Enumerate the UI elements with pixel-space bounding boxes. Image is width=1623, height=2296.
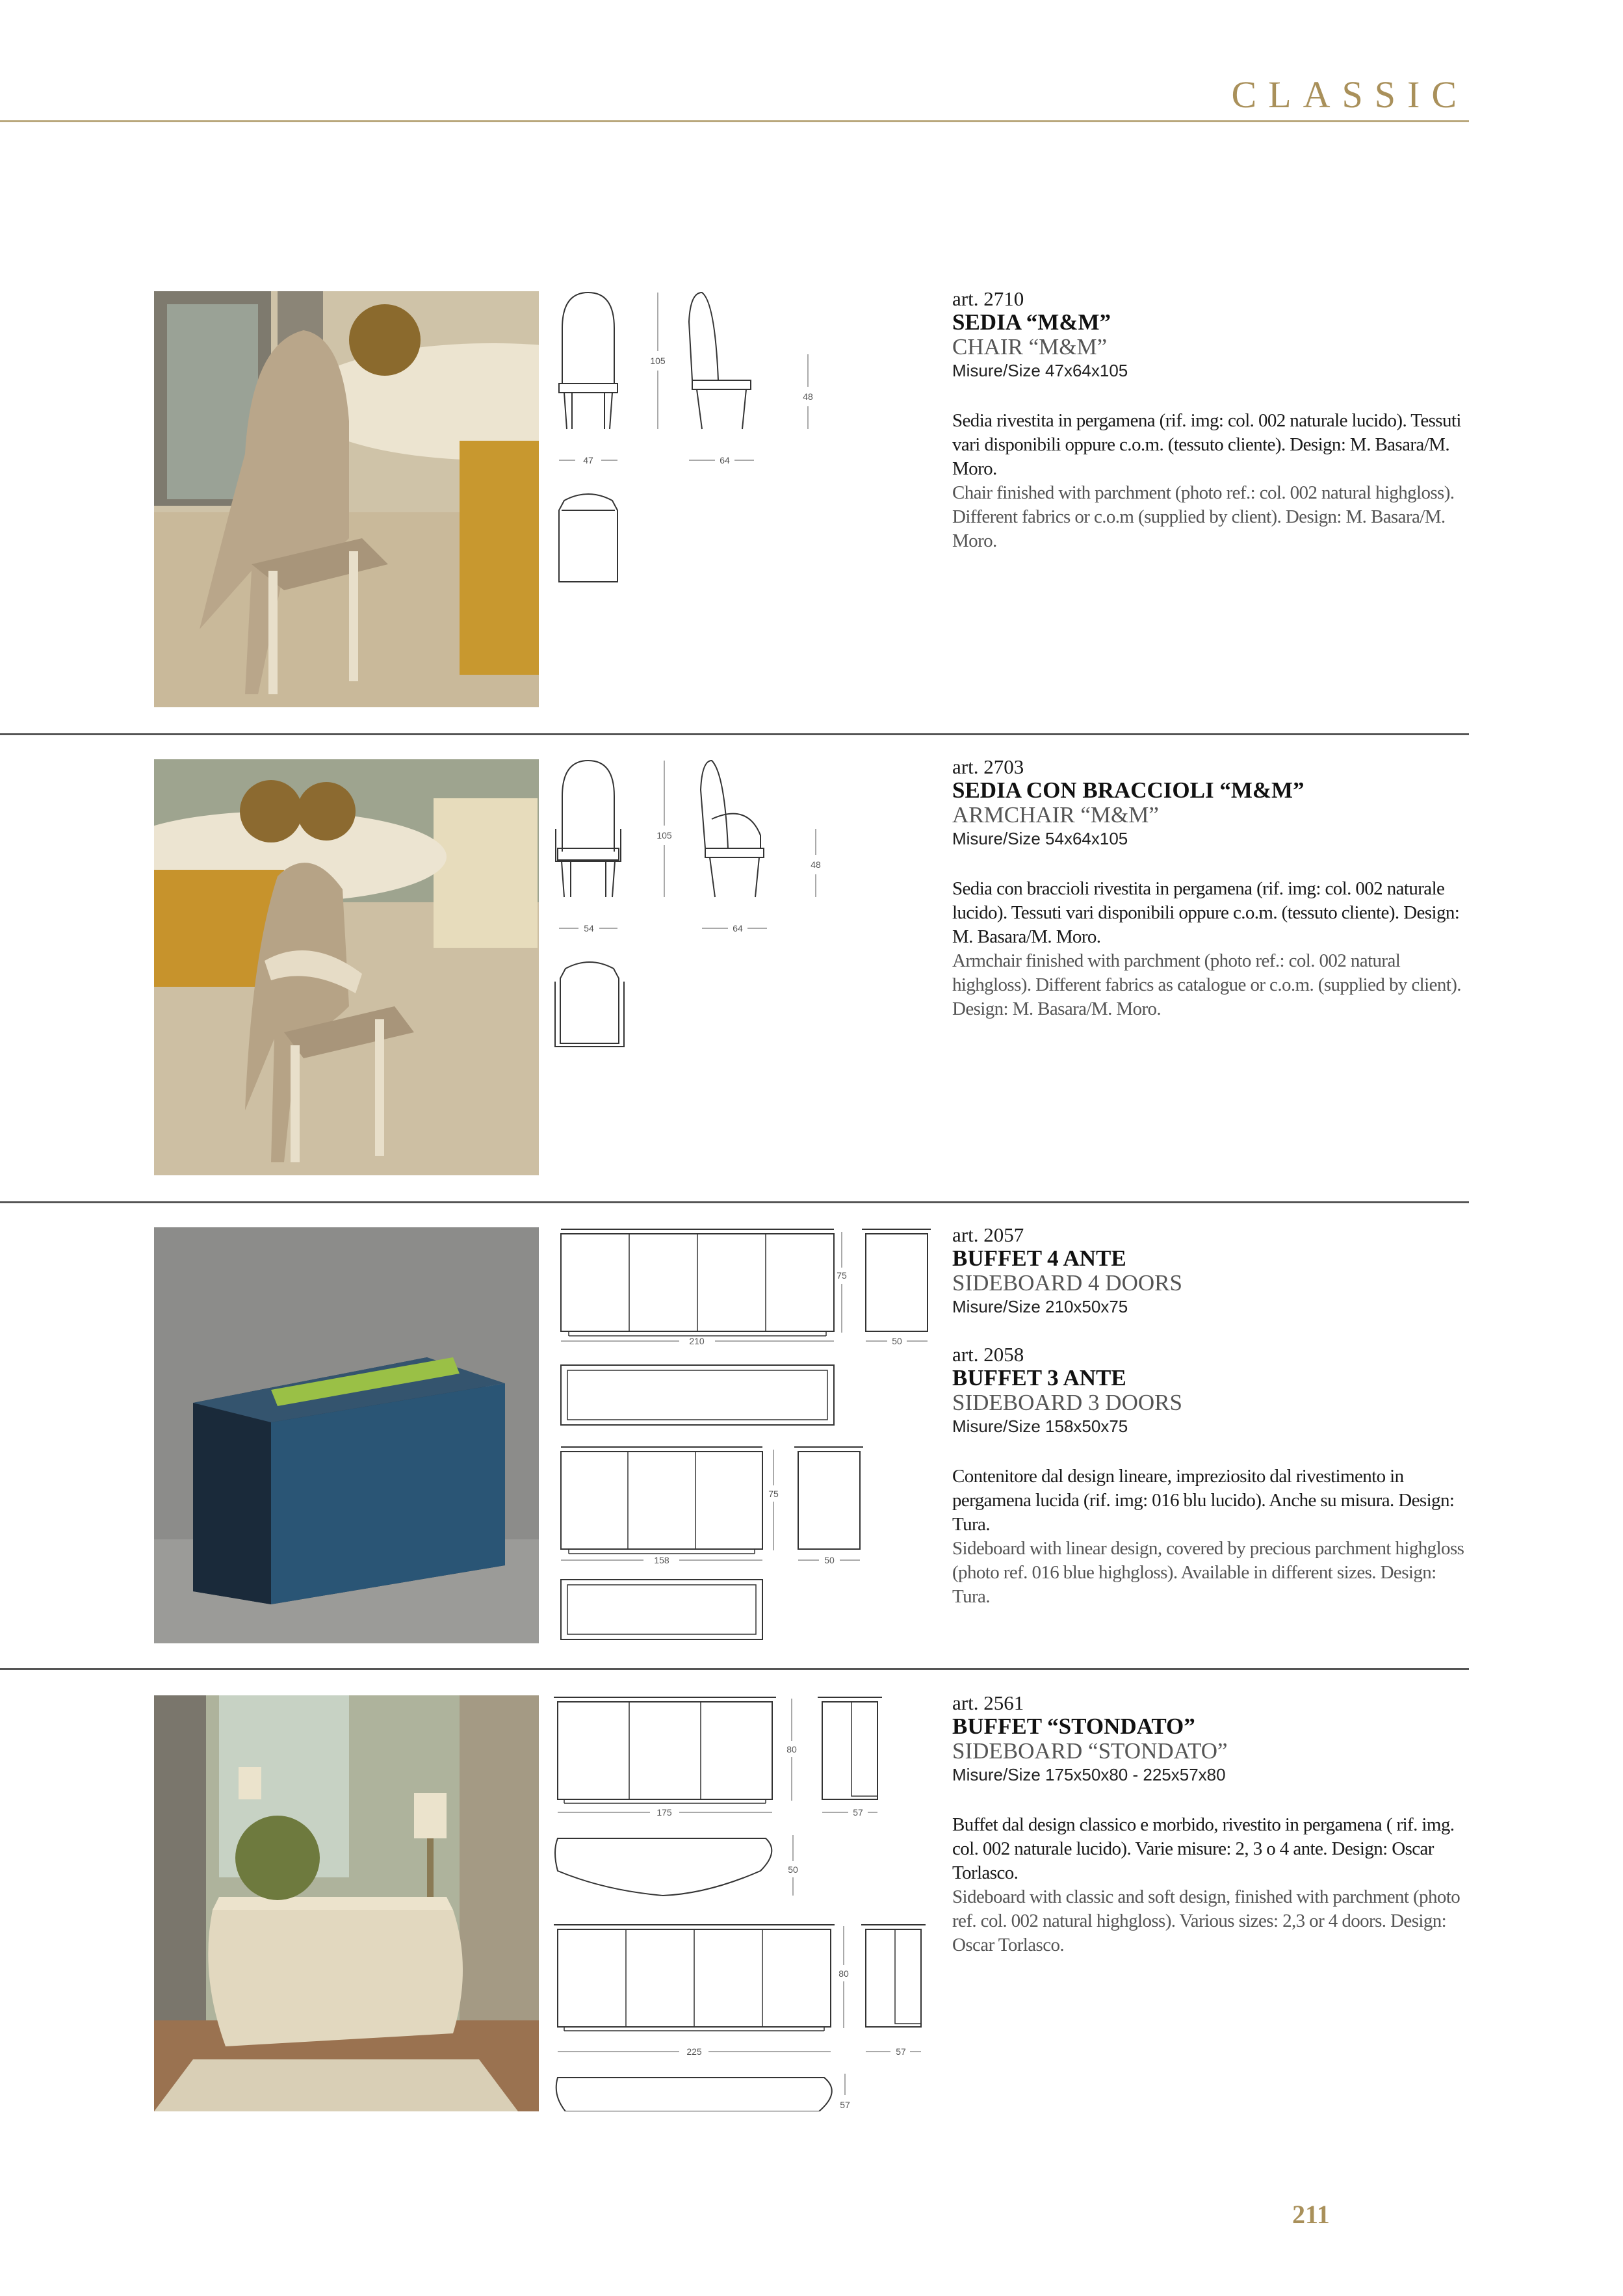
technical-drawing-chair bbox=[552, 289, 942, 712]
page-number: 211 bbox=[1292, 2200, 1330, 2229]
dim-chair-seat: 48 bbox=[803, 391, 813, 402]
product-size: Misure/Size 210x50x75 bbox=[952, 1297, 1128, 1316]
description-en: Sideboard with classic and soft design, finished with parchment (photo ref. col. 002 natural highgloss). Various sizes: 2,3 or 4 doors. Design: Oscar Torlasco. bbox=[952, 1886, 1461, 1955]
dim-chair-depth: 64 bbox=[720, 455, 730, 465]
dim-4door-width: 210 bbox=[689, 1336, 705, 1346]
product-name-en: SIDEBOARD 4 DOORS bbox=[952, 1270, 1182, 1296]
dim-stondato-plan-2: 57 bbox=[840, 2100, 850, 2110]
section-divider bbox=[0, 1201, 1469, 1203]
header-rule bbox=[0, 120, 1469, 122]
product-info-2710 bbox=[952, 288, 1472, 553]
product-info-2057-2058 bbox=[952, 1224, 1472, 1609]
dim-stondato-depth-1: 57 bbox=[853, 1807, 863, 1818]
dim-stondato-width-1: 175 bbox=[656, 1807, 672, 1818]
dim-stondato-height: 80 bbox=[786, 1744, 797, 1755]
product-info-2703 bbox=[952, 756, 1472, 1021]
section-divider bbox=[0, 1668, 1469, 1670]
product-size: Misure/Size 54x64x105 bbox=[952, 829, 1128, 848]
dim-3door-width: 158 bbox=[654, 1555, 669, 1565]
article-number-2: art. 2058 bbox=[952, 1343, 1024, 1366]
page-header-title: CLASSIC bbox=[1231, 73, 1468, 116]
product-name-en: CHAIR “M&M” bbox=[952, 334, 1108, 359]
dim-4door-height: 75 bbox=[837, 1270, 847, 1281]
dim-stondato-height-2: 80 bbox=[838, 1968, 849, 1979]
dim-armchair-height: 105 bbox=[656, 830, 672, 841]
dim-3door-depth: 50 bbox=[824, 1555, 835, 1565]
section-divider bbox=[0, 733, 1469, 735]
article-number: art. 2710 bbox=[952, 287, 1024, 310]
description-it: Sedia rivestita in pergamena (rif. img: col. 002 naturale lucido). Tessuti vari disponibili oppure c.o.m. (tessuto cliente). Design: M. Basara/M. Moro. bbox=[952, 410, 1461, 479]
product-size-2: Misure/Size 158x50x75 bbox=[952, 1416, 1128, 1436]
dim-chair-height: 105 bbox=[650, 356, 666, 366]
product-photo-armchair bbox=[154, 759, 539, 1175]
article-number: art. 2057 bbox=[952, 1223, 1024, 1246]
product-info-2561 bbox=[952, 1692, 1472, 1957]
product-photo-sideboard-stondato bbox=[154, 1695, 539, 2111]
product-name-it: BUFFET 4 ANTE bbox=[952, 1246, 1126, 1271]
dim-armchair-seat: 48 bbox=[811, 859, 821, 870]
product-name-it: SEDIA “M&M” bbox=[952, 309, 1111, 335]
product-name-en-2: SIDEBOARD 3 DOORS bbox=[952, 1390, 1182, 1415]
description-en: Armchair finished with parchment (photo ref.: col. 002 natural highgloss). Different fabrics as catalogue or c.o.m. (supplied by client). Design: M. Basara/M. Moro. bbox=[952, 950, 1461, 1019]
technical-drawing-armchair bbox=[552, 757, 942, 1180]
product-name-en: ARMCHAIR “M&M” bbox=[952, 802, 1159, 828]
description-it: Buffet dal design classico e morbido, rivestito in pergamena ( rif. img. col. 002 naturale lucido). Varie misure: 2, 3 o 4 ante. Design: Oscar Torlasco. bbox=[952, 1814, 1455, 1883]
product-photo-chair bbox=[154, 291, 539, 707]
product-name-it-2: BUFFET 3 ANTE bbox=[952, 1365, 1126, 1390]
product-name-en: SIDEBOARD “STONDATO” bbox=[952, 1738, 1228, 1764]
dim-chair-width: 47 bbox=[583, 455, 593, 465]
product-photo-sideboard bbox=[154, 1227, 539, 1643]
dim-stondato-plan-1: 50 bbox=[788, 1864, 798, 1875]
dim-stondato-width-2: 225 bbox=[686, 2046, 702, 2057]
dim-armchair-width: 54 bbox=[584, 923, 594, 933]
description-en: Sideboard with linear design, covered by precious parchment highgloss (photo ref. 016 blue highgloss). Available in different sizes. Design: Tura. bbox=[952, 1538, 1464, 1607]
product-name-it: SEDIA CON BRACCIOLI “M&M” bbox=[952, 777, 1305, 803]
product-size: Misure/Size 175x50x80 - 225x57x80 bbox=[952, 1765, 1226, 1784]
product-size: Misure/Size 47x64x105 bbox=[952, 361, 1128, 380]
dim-armchair-depth: 64 bbox=[733, 923, 743, 933]
description-it: Sedia con braccioli rivestita in pergamena (rif. img: col. 002 naturale lucido). Tessuti vari disponibili oppure c.o.m. (tessuto cliente). Design: M. Basara/M. Moro. bbox=[952, 878, 1460, 947]
dim-4door-depth: 50 bbox=[892, 1336, 902, 1346]
product-name-it: BUFFET “STONDATO” bbox=[952, 1714, 1195, 1739]
dim-3door-height: 75 bbox=[768, 1489, 779, 1499]
article-number: art. 2561 bbox=[952, 1691, 1024, 1714]
description-en: Chair finished with parchment (photo ref.: col. 002 natural highgloss). Different fabrics or c.o.m (supplied by client). Design: M. Basara/M. Moro. bbox=[952, 482, 1455, 551]
dim-stondato-depth-2: 57 bbox=[896, 2046, 906, 2057]
technical-drawing-sideboards bbox=[552, 1225, 942, 1648]
technical-drawing-stondato bbox=[552, 1689, 942, 2111]
description-it: Contenitore dal design lineare, impreziosito dal rivestimento in pergamena lucida (rif. img: 016 blu lucido). Anche su misura. Design: Tura. bbox=[952, 1466, 1455, 1535]
article-number: art. 2703 bbox=[952, 755, 1024, 778]
